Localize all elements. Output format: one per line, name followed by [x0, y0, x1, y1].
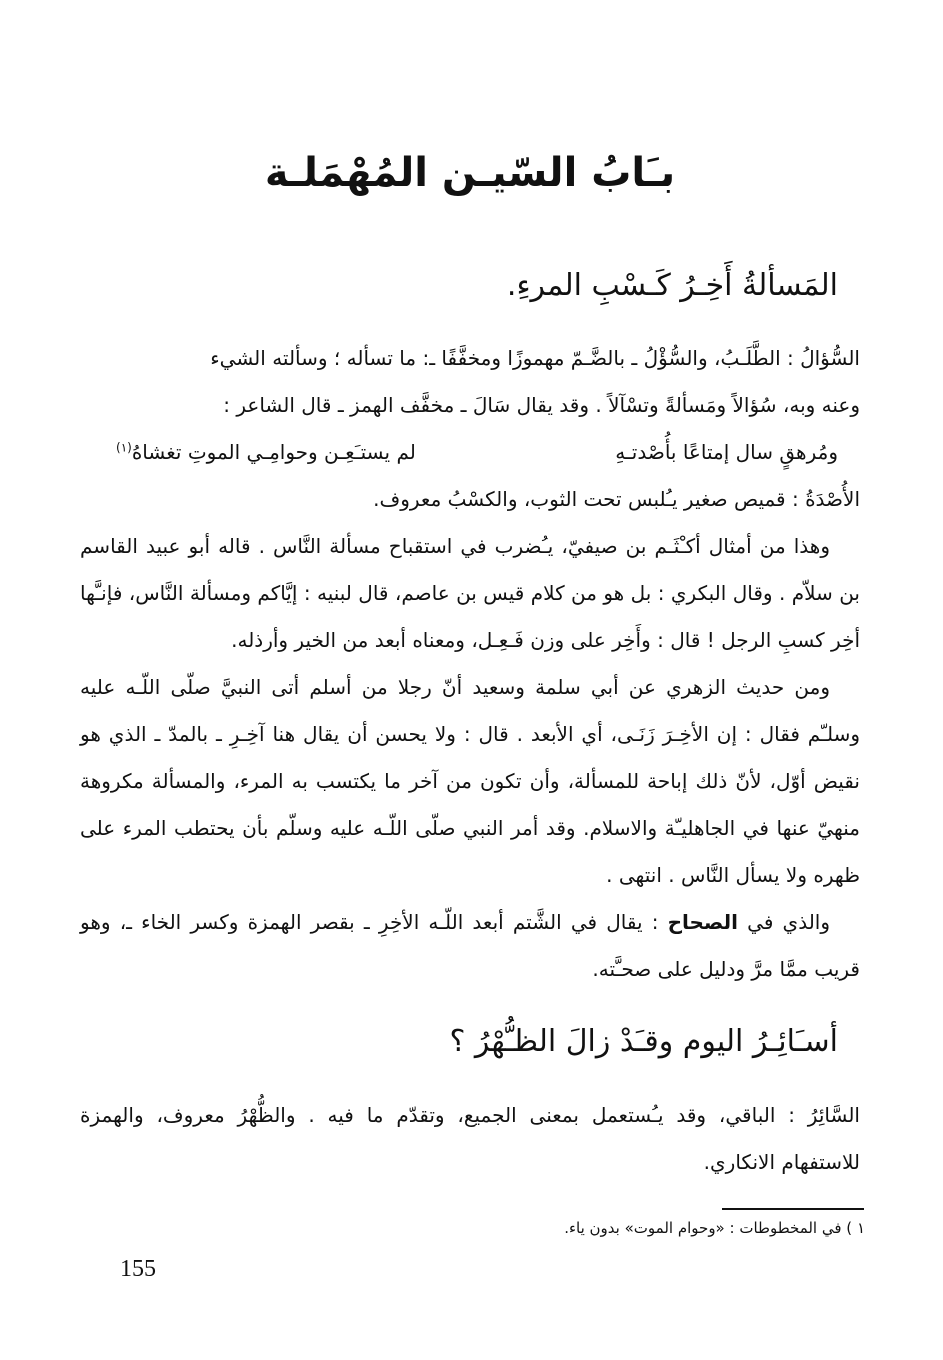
- paragraph-sual-line-1: السُّؤالُ : الطَّلَـبُ، والسُّؤْلُ ـ بالضَّـمّ مهموزًا ومخفَّفًا ـ: ما تسأله ؛ وسألته الشيء: [210, 346, 860, 370]
- section-heading-1: المَسألةُ أَخِـرُ كَـسْبِ المرءِ.: [506, 268, 838, 303]
- section-heading-2: أسـَائِـرُ اليوم وقـَدْ زالَ الظـُّهْرُ ؟: [449, 1024, 838, 1059]
- page-number: 155: [120, 1256, 156, 1282]
- sihah-text-before: والذي في: [738, 910, 831, 934]
- paragraph-asda: الأُصْدَةُ : قميص صغير يـُلبس تحت الثوب، والكسْبُ معروف.: [373, 487, 860, 511]
- section-2-body: [80, 1092, 860, 1186]
- paragraph-proverb-origin: وهذا من أمثال أكـْثَـم بن صيفيّ، يـُضرب في استقباح مسألة النَّاس . قاله أبو عبيد القاسم بن سلاّم . وقال البكري : بل هو من كلام قيس بن عاصم، قال لبنيه : إيَّاكم ومسألة النَّاس، فإنـَّها أخِر كسبِ الرجل ! قال : وأَخِر على وزن فَـعِـل، ومعناه أبعد من الخير وأرذله.: [80, 534, 860, 652]
- verse-second-hemistich: [116, 429, 416, 476]
- section-1-body: [80, 335, 860, 993]
- footnote-divider: [722, 1208, 864, 1210]
- chapter-title: بـَابُ السّيـن المُهْمَلـة: [264, 150, 676, 196]
- footnote: ١ ) في المخطوطات : «وحوام الموت» بدون ياء.: [564, 1219, 865, 1237]
- poetry-verse: [80, 429, 860, 476]
- paragraph-sual-line-2: وعنه وبه، سُؤالاً ومَسألةً وتسْآلاً . وقد يقال سَالَ ـ مخفَّف الهمز ـ قال الشاعر :: [223, 393, 860, 417]
- sihah-term: الصحاح: [667, 910, 739, 934]
- footnote-marker: (١): [116, 440, 132, 455]
- verse-first-hemistich: ومُرهقٍ سال إمتاعًا بأُصْدتـهِ: [615, 440, 838, 464]
- verse-second-text: لم يستـَعِـن وحوامِـي الموتِ تغشاهُ: [131, 440, 416, 464]
- paragraph-sihah: [80, 899, 860, 993]
- sihah-text-after: : يقال في الشَّتم أبعد اللّـه الأخِرِ ـ بقصر الهمزة وكسر الخاء ـ، وهو قريب ممَّا مرَّ ودليل على صحـَّته.: [80, 910, 860, 981]
- paragraph-hadith: ومن حديث الزهري عن أبي سلمة وسعيد أنّ رجلا من أسلم أتى النبيَّ صلّى اللّـه عليه وسلـّم فقال : إن الأخِـرَ زَنَـى، أي الأبعد . قال : ولا يحسن أن يقال هنا آخِـرِ ـ بالمدّ ـ الذي هو نقيض أوّل، لأنّ ذلك إباحة للمسألة، وأن تكون من آخر ما يكتسب به المرء، والمسألة مكروهة منهيّ عنها في الجاهليـّة والاسلام. وقد أمر النبي صلّى اللّـه عليه وسلّم بأن يحتطب المرء على ظهره ولا يسأل النَّاس . انتهى .: [80, 675, 860, 887]
- paragraph-sair: السَّائِرُ : الباقي، وقد يـُستعمل بمعنى الجميع، وتقدّم ما فيه . والظُّهْرُ معروف، والهمزة للاستفهام الانكاري.: [80, 1103, 860, 1174]
